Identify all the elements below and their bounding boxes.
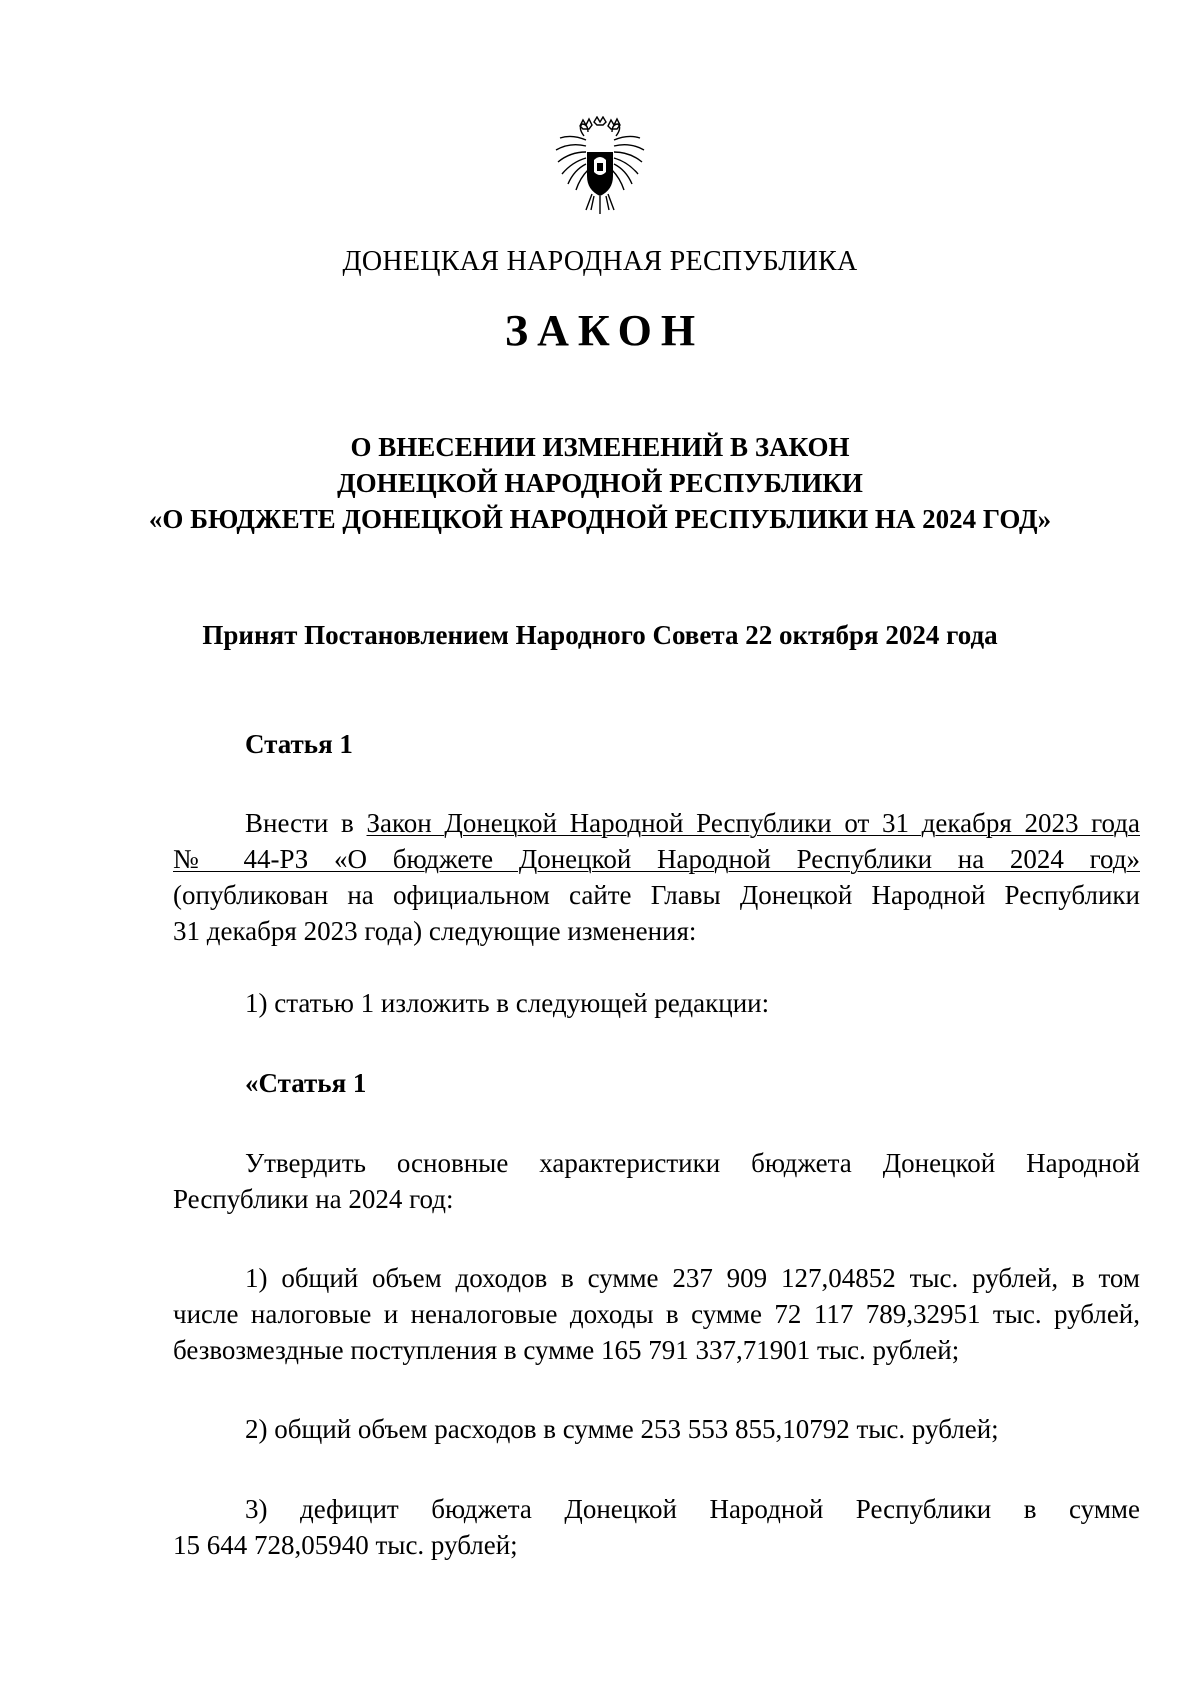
law-title bbox=[0, 429, 1200, 537]
budget-item-expenditures bbox=[173, 1411, 1140, 1447]
revenues-line-1: 1) общий объем доходов в сумме 237 909 127,04852 тыс. рублей, в том bbox=[245, 1263, 1140, 1293]
intro-prefix: Внести в bbox=[245, 808, 367, 838]
expenditures-line: 2) общий объем расходов в сумме 253 553 855,10792 тыс. рублей; bbox=[245, 1414, 999, 1444]
revenues-line-2: числе налоговые и неналоговые доходы в сумме 72 117 789,32951 тыс. рублей, bbox=[173, 1299, 1140, 1329]
adoption-note: Принят Постановлением Народного Совета 22 октября 2024 года bbox=[202, 620, 998, 650]
coat-of-arms-emblem bbox=[554, 116, 646, 216]
quoted-article-intro bbox=[173, 1145, 1140, 1217]
budget-item-revenues bbox=[173, 1260, 1140, 1368]
article-heading bbox=[173, 726, 1140, 762]
document-type: ЗАКОН bbox=[504, 306, 705, 355]
quoted-intro-line-1: Утвердить основные характеристики бюджета Донецкой Народной bbox=[245, 1148, 1140, 1178]
intro-line-2 bbox=[173, 841, 1140, 877]
intro-line-4: 31 декабря 2023 года) следующие изменения: bbox=[173, 916, 697, 946]
quoted-intro-line-2: Республики на 2024 год: bbox=[173, 1184, 454, 1214]
budget-item-deficit bbox=[173, 1491, 1140, 1563]
deficit-line-1: 3) дефицит бюджета Донецкой Народной Республики в сумме bbox=[245, 1494, 1140, 1524]
intro-line-1 bbox=[173, 805, 1140, 841]
deficit-line-2: 15 644 728,05940 тыс. рублей; bbox=[173, 1530, 518, 1560]
article-intro-paragraph bbox=[173, 805, 1140, 949]
republic-name: ДОНЕЦКАЯ НАРОДНАЯ РЕСПУБЛИКА bbox=[342, 246, 858, 277]
quoted-article-heading-text: «Статья 1 bbox=[245, 1068, 367, 1098]
law-title-line: О ВНЕСЕНИИ ИЗМЕНЕНИЙ В ЗАКОН bbox=[350, 432, 850, 462]
law-reference-link-part1[interactable]: Закон Донецкой Народной Республики от 31 декабря 2023 года bbox=[366, 808, 1140, 838]
law-reference-link-part2[interactable]: № 44-РЗ «О бюджете Донецкой Народной Республики на 2024 год» bbox=[173, 844, 1140, 874]
law-title-line: «О БЮДЖЕТЕ ДОНЕЦКОЙ НАРОДНОЙ РЕСПУБЛИКИ НА 2024 ГОД» bbox=[148, 504, 1052, 534]
quoted-article-heading bbox=[173, 1065, 1140, 1101]
revenues-line-3: безвозмездные поступления в сумме 165 791 337,71901 тыс. рублей; bbox=[173, 1335, 960, 1365]
amendment-item-1-text: 1) статью 1 изложить в следующей редакции: bbox=[245, 988, 770, 1018]
article-heading-text: Статья 1 bbox=[245, 729, 353, 759]
amendment-item-1 bbox=[173, 985, 1140, 1021]
law-title-line: ДОНЕЦКОЙ НАРОДНОЙ РЕСПУБЛИКИ bbox=[337, 468, 863, 498]
intro-line-3: (опубликован на официальном сайте Главы Донецкой Народной Республики bbox=[173, 880, 1140, 910]
